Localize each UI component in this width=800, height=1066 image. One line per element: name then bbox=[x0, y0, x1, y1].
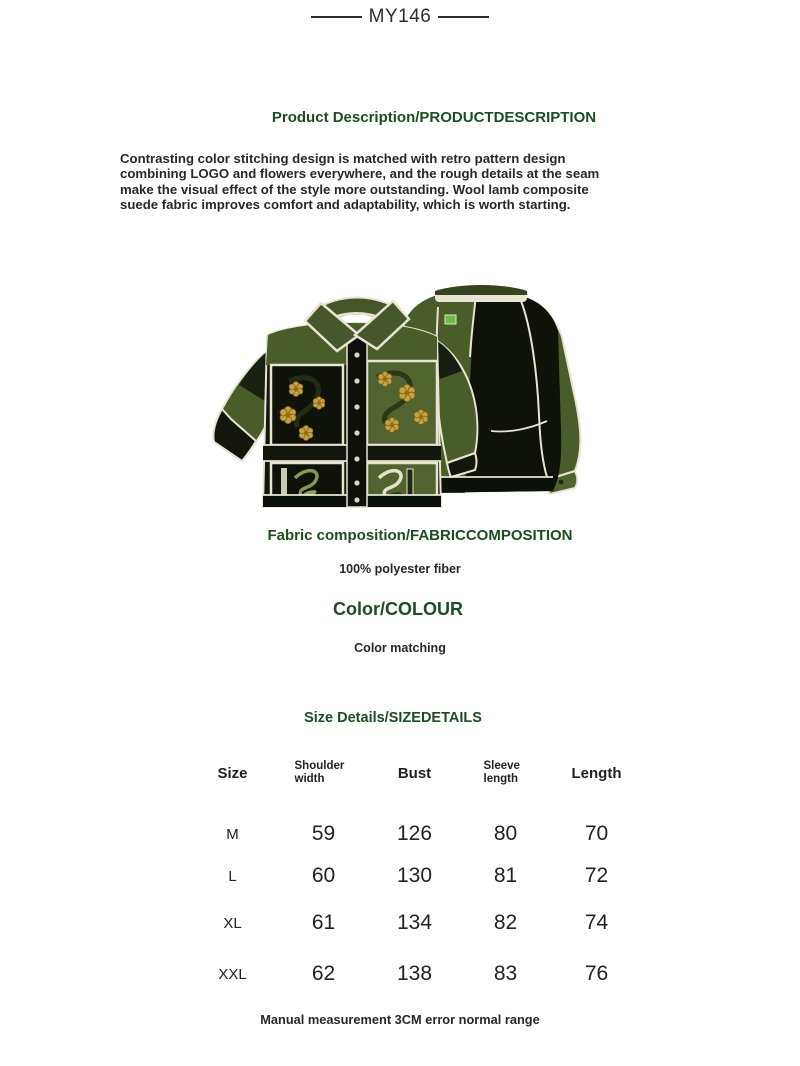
length-value-cell: 74 bbox=[584, 911, 609, 934]
shoulder-value-cell: 61 bbox=[311, 911, 336, 934]
size-label-cell: M bbox=[226, 825, 239, 843]
bust-value-cell: 130 bbox=[396, 864, 433, 887]
sleeve-value-cell: 80 bbox=[493, 822, 518, 845]
length-value-cell: 70 bbox=[584, 822, 609, 845]
shoulder-value-cell: 60 bbox=[311, 864, 336, 887]
fabric-composition-value: 100% polyester fiber bbox=[339, 562, 461, 576]
header-right-rule bbox=[438, 16, 489, 18]
shoulder-value-cell: 59 bbox=[311, 822, 336, 845]
product-photo bbox=[209, 281, 591, 519]
size-row-xl bbox=[187, 911, 642, 935]
size-label-cell: XL bbox=[223, 914, 242, 932]
shoulder-width-col-header: Shoulder width bbox=[294, 760, 345, 785]
size-row-xxl bbox=[187, 962, 642, 986]
bust-value-cell: 138 bbox=[396, 962, 433, 985]
bust-col-header: Bust bbox=[397, 764, 432, 782]
model-code: MY146 bbox=[368, 6, 432, 27]
size-table-header-row bbox=[187, 760, 642, 786]
header-left-rule bbox=[311, 16, 362, 18]
size-col-header: Size bbox=[217, 764, 248, 782]
fabric-composition-heading: Fabric composition/FABRICCOMPOSITION bbox=[267, 527, 573, 544]
sleeve-value-cell: 82 bbox=[493, 911, 518, 934]
measurement-note: Manual measurement 3CM error normal range bbox=[260, 1012, 540, 1027]
shoulder-value-cell: 62 bbox=[311, 962, 336, 985]
color-heading: Color/COLOUR bbox=[333, 599, 463, 619]
length-value-cell: 72 bbox=[584, 864, 609, 887]
size-details-heading: Size Details/SIZEDETAILS bbox=[304, 710, 482, 726]
product-description-text: Contrasting color stitching design is matched with retro pattern design combining LOGO and flowers everywhere, and the rough details at the seam make the visual effect of the style more outstanding. Wool lamb composite suede fabric improves comfort and adaptability, which is worth starting. bbox=[120, 151, 600, 212]
product-description-heading: Product Description/PRODUCTDESCRIPTION bbox=[271, 109, 597, 126]
length-value-cell: 76 bbox=[584, 962, 609, 985]
size-row-l bbox=[187, 864, 642, 888]
model-code-header bbox=[0, 6, 800, 28]
size-row-m bbox=[187, 822, 642, 846]
jacket-photo-illustration bbox=[209, 281, 591, 519]
bust-value-cell: 126 bbox=[396, 822, 433, 845]
bust-value-cell: 134 bbox=[396, 911, 433, 934]
length-col-header: Length bbox=[571, 764, 622, 782]
size-table bbox=[187, 752, 642, 992]
cuff-button bbox=[559, 480, 564, 485]
sleeve-length-col-header: Sleeve length bbox=[483, 760, 520, 785]
back-neck-tag bbox=[445, 315, 456, 324]
size-label-cell: XXL bbox=[218, 965, 247, 983]
sleeve-value-cell: 81 bbox=[493, 864, 518, 887]
sleeve-value-cell: 83 bbox=[493, 962, 518, 985]
color-value: Color matching bbox=[354, 641, 446, 655]
size-label-cell: L bbox=[228, 867, 237, 885]
